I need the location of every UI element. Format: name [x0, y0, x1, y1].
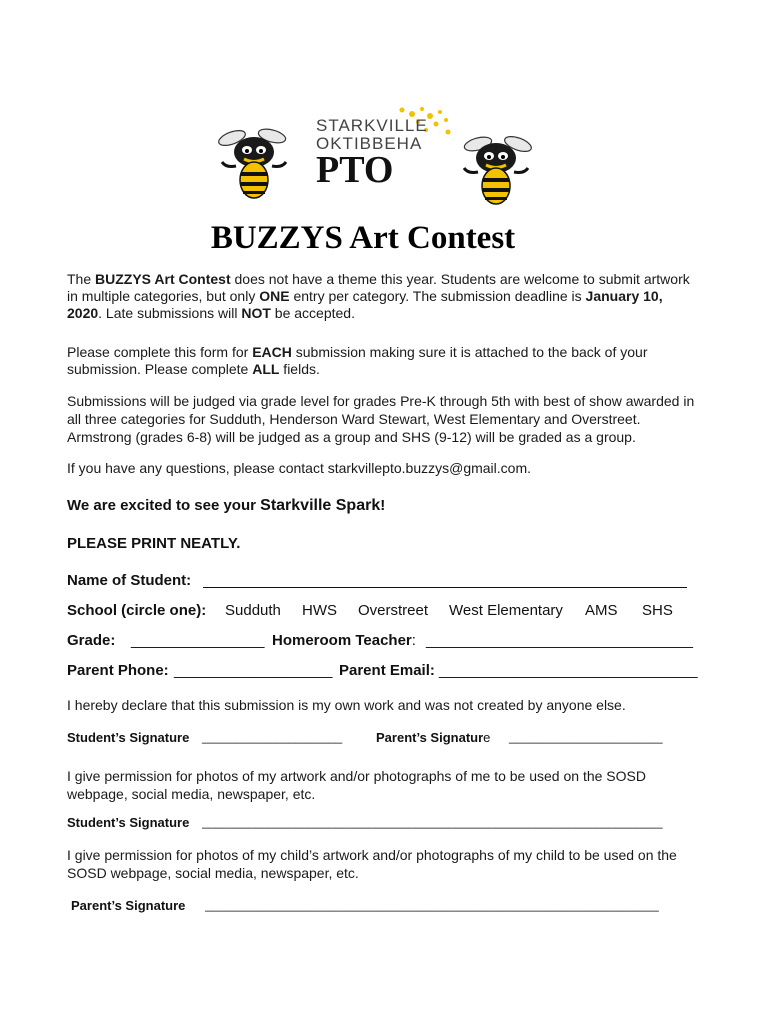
contact-line: If you have any questions, please contact starkvillepto.buzzys@gmail.com. [67, 460, 531, 476]
parent-email-field[interactable]: _______________________________ [439, 662, 698, 679]
parent-signature-field-2[interactable]: ____________________________________________________________________ [205, 898, 659, 912]
mascot-right [456, 134, 536, 206]
logo-line-oktibbeha: OKTIBBEHA [316, 134, 423, 153]
grade-label: Grade: [67, 632, 116, 649]
parent-email-label: Parent Email: [339, 662, 435, 679]
intro-paragraph: The BUZZYS Art Contest does not have a theme this year. Students are welcome to submit artwork in multiple categories, but only ONE entry per category. The submission deadline is January 10, 2020. Late submissions will NOT be accepted. [67, 271, 690, 321]
parent-signature-label: Parent’s Signature [376, 730, 491, 745]
complete-instructions: Please complete this form for EACH submission making sure it is attached to the back of your submission. Please complete ALL fields. [67, 344, 648, 377]
school-option-west-elementary[interactable]: West Elementary [449, 602, 563, 619]
mascot-left [214, 128, 294, 200]
yellow-jacket-icon [214, 128, 294, 200]
parent-signature-field[interactable]: _______________________ [509, 730, 663, 744]
student-signature-field[interactable]: _____________________ [202, 730, 343, 744]
student-signature-label-2: Student’s Signature [67, 815, 190, 830]
pto-logo [306, 104, 456, 190]
student-signature-field-2[interactable]: _____________________________________________________________________ [202, 815, 663, 829]
permission-parent-text: I give permission for photos of my child’s artwork and/or photographs of my child to be used on the SOSD webpage, social media, newspaper, etc. [67, 847, 677, 881]
declaration-text: I hereby declare that this submission is my own work and was not created by anyone else. [67, 697, 626, 713]
print-neatly: PLEASE PRINT NEATLY. [67, 535, 241, 552]
school-option-ams[interactable]: AMS [585, 602, 618, 619]
excited-line: We are excited to see your Starkville Spark! [67, 497, 386, 514]
homeroom-teacher-label: Homeroom Teacher: [272, 632, 416, 649]
page-title: BUZZYS Art Contest [210, 220, 516, 256]
school-option-sudduth[interactable]: Sudduth [225, 602, 281, 619]
student-name-field[interactable] [203, 586, 687, 588]
judging-paragraph: Submissions will be judged via grade level for grades Pre-K through 5th with best of show awarded in all three categories for Sudduth, Henderson Ward Stewart, West Elementary and Overstreet. Armstrong (grades 6-8) will be judged as a group and SHS (9-12) will be graded as a group. [67, 393, 695, 445]
parent-signature-label-2: Parent’s Signature [71, 898, 186, 913]
school-label: School (circle one): [67, 602, 207, 619]
student-name-label: Name of Student: [67, 572, 192, 589]
parent-phone-field[interactable]: ___________________ [174, 662, 333, 679]
school-option-hws[interactable]: HWS [302, 602, 337, 619]
grade-field[interactable]: ________________ [131, 632, 265, 649]
logo-line-pto: PTO [316, 149, 394, 191]
school-option-overstreet[interactable]: Overstreet [358, 602, 429, 619]
homeroom-teacher-field[interactable]: ________________________________ [426, 632, 693, 649]
permission-student-text: I give permission for photos of my artwork and/or photographs of me to be used on the SOSD webpage, social media, newspaper, etc. [67, 768, 646, 802]
student-signature-label: Student’s Signature [67, 730, 190, 745]
parent-phone-label: Parent Phone: [67, 662, 169, 679]
school-option-shs[interactable]: SHS [642, 602, 673, 619]
yellow-jacket-icon [456, 134, 536, 206]
logo-line-starkville: STARKVILLE [316, 116, 428, 135]
